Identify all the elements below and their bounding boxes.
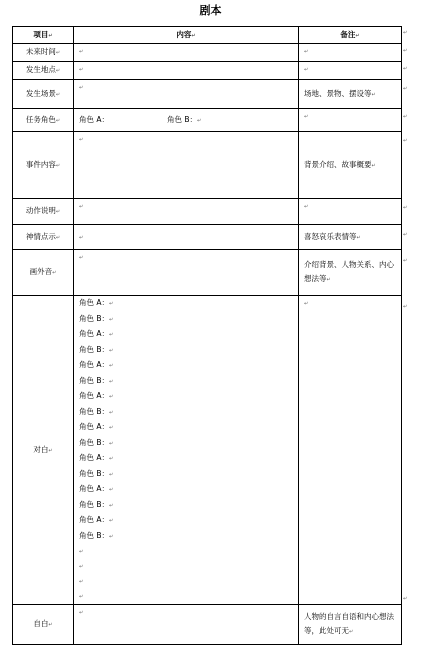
- label-voiceover: 画外音↵: [13, 250, 74, 296]
- margin-mark: ↵: [403, 66, 408, 72]
- row-voiceover: [13, 250, 402, 296]
- dialogue-line: 角色 A：↵: [79, 360, 114, 369]
- row-monologue: [13, 605, 402, 645]
- header-content: 内容↵: [74, 27, 299, 44]
- label-dialogue: 对白↵: [13, 296, 74, 605]
- dialogue-line: 角色 A：↵: [79, 329, 114, 338]
- note-scene[interactable]: 场地、景物、摆设等↵: [299, 80, 402, 109]
- dialogue-line: 角色 B：↵: [79, 406, 114, 416]
- margin-mark: ↵: [403, 114, 408, 120]
- note-location[interactable]: ↵: [299, 62, 402, 80]
- empty-line: ↵: [79, 579, 84, 585]
- note-dialogue[interactable]: ↵: [299, 296, 402, 605]
- note-action[interactable]: ↵: [299, 199, 402, 225]
- label-location: 发生地点↵: [13, 62, 74, 80]
- empty-line: ↵: [79, 564, 84, 570]
- note-future-time[interactable]: ↵: [299, 44, 402, 62]
- content-roles[interactable]: 角色 A： 角色 B：↵: [74, 109, 299, 132]
- content-action[interactable]: ↵: [74, 199, 299, 225]
- dialogue-line: 角色 B：↵: [79, 375, 114, 385]
- content-future-time[interactable]: ↵: [74, 44, 299, 62]
- content-scene[interactable]: ↵: [74, 80, 299, 109]
- label-event: 事件内容↵: [13, 132, 74, 199]
- dialogue-line: 角色 A：↵: [79, 453, 114, 462]
- dialogue-line: 角色 B：↵: [79, 499, 114, 509]
- dialogue-line: 角色 A：↵: [79, 484, 114, 493]
- content-event[interactable]: ↵: [74, 132, 299, 199]
- dialogue-line: 角色 A：↵: [79, 391, 114, 400]
- row-roles: [13, 109, 402, 132]
- dialogue-line: 角色 B：↵: [79, 437, 114, 447]
- dialogue-line: 角色 A：↵: [79, 298, 114, 307]
- note-expression[interactable]: 喜怒哀乐表情等↵: [299, 225, 402, 250]
- dialogue-line: 角色 A：↵: [79, 422, 114, 431]
- margin-mark: ↵: [403, 86, 408, 92]
- table-header-row: [13, 27, 402, 44]
- row-dialogue: [13, 296, 402, 605]
- dialogue-line: 角色 B：↵: [79, 313, 114, 323]
- margin-mark: ↵: [403, 596, 408, 602]
- header-note: 备注↵: [299, 27, 402, 44]
- margin-mark: ↵: [403, 304, 408, 310]
- row-expression: [13, 225, 402, 250]
- content-monologue[interactable]: ↵: [74, 605, 299, 645]
- role-b-label: 角色 B：: [167, 114, 198, 124]
- row-scene: [13, 80, 402, 109]
- row-location: [13, 62, 402, 80]
- empty-line: ↵: [79, 549, 84, 555]
- margin-mark: ↵: [403, 30, 408, 36]
- margin-mark: ↵: [403, 48, 408, 54]
- content-location[interactable]: ↵: [74, 62, 299, 80]
- label-roles: 任务角色↵: [13, 109, 74, 132]
- note-monologue[interactable]: 人物的自言自语和内心想法等，此处可无↵: [299, 605, 402, 645]
- dialogue-line: 角色 B：↵: [79, 468, 114, 478]
- label-scene: 发生场景↵: [13, 80, 74, 109]
- label-expression: 神情点示↵: [13, 225, 74, 250]
- row-action: [13, 199, 402, 225]
- dialogue-line: 角色 B：↵: [79, 344, 114, 354]
- margin-mark: ↵: [403, 232, 408, 238]
- label-monologue: 自白↵: [13, 605, 74, 645]
- document-title: 剧本: [199, 4, 222, 17]
- role-a-label: 角色 A：: [79, 114, 110, 124]
- empty-line: ↵: [79, 594, 84, 600]
- margin-mark: ↵: [403, 205, 408, 211]
- note-voiceover[interactable]: 介绍背景、人物关系、内心想法等↵: [299, 250, 402, 296]
- content-dialogue[interactable]: [74, 296, 299, 605]
- margin-mark: ↵: [403, 138, 408, 144]
- dialogue-line: 角色 A：↵: [79, 515, 114, 524]
- dialogue-line: 角色 B：↵: [79, 530, 114, 540]
- label-action: 动作说明↵: [13, 199, 74, 225]
- label-future-time: 未来时间↵: [13, 44, 74, 62]
- row-event: [13, 132, 402, 199]
- note-roles[interactable]: ↵: [299, 109, 402, 132]
- content-expression[interactable]: ↵: [74, 225, 299, 250]
- content-voiceover[interactable]: ↵: [74, 250, 299, 296]
- margin-mark: ↵: [403, 258, 408, 264]
- script-table: [12, 26, 402, 645]
- header-item: 项目↵: [13, 27, 74, 44]
- note-event[interactable]: 背景介绍、故事概要↵: [299, 132, 402, 199]
- row-future-time: [13, 44, 402, 62]
